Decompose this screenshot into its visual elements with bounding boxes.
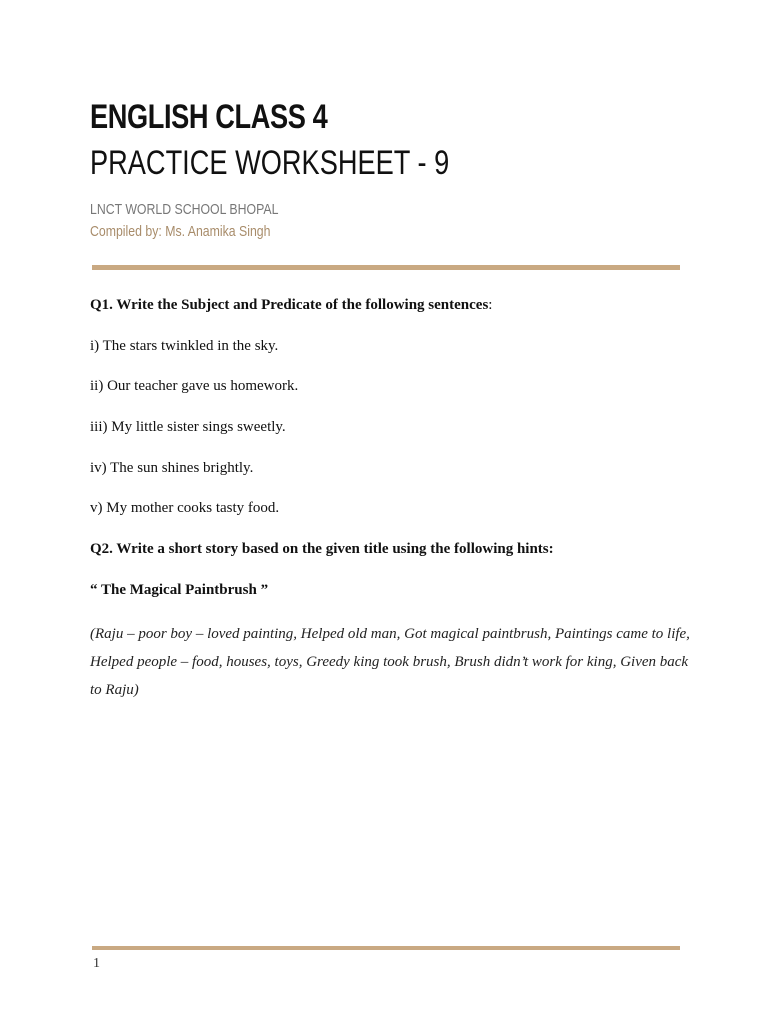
sentence-item-1: i) The stars twinkled in the sky.	[90, 338, 279, 354]
question-1-heading	[90, 295, 492, 315]
sentence-item-5: v) My mother cooks tasty food.	[90, 500, 280, 516]
sentence-item-4: iv) The sun shines brightly.	[90, 460, 254, 476]
compiled-by: Compiled by: Ms. Anamika Singh	[90, 223, 271, 240]
school-name: LNCT WORLD SCHOOL BHOPAL	[90, 201, 279, 218]
question-2-heading: Q2. Write a short story based on the given title using the following hints:	[90, 541, 554, 557]
page-subtitle: PRACTICE WORKSHEET - 9	[90, 144, 450, 182]
page-number: 1	[93, 956, 100, 971]
sentence-item-2: ii) Our teacher gave us homework.	[90, 378, 299, 394]
sentence-item-3: iii) My little sister sings sweetly.	[90, 419, 286, 435]
story-title: “ The Magical Paintbrush ”	[90, 582, 269, 598]
header-divider	[92, 265, 680, 270]
page-title: ENGLISH CLASS 4	[90, 98, 328, 136]
story-hints: (Raju – poor boy – loved painting, Helped old man, Got magical paintbrush, Paintings came to life, Helped people – food, houses, toys, Greedy king took brush, Brush didn’t work for king, Given back to Raju)	[90, 626, 690, 698]
question-1-heading-punct: :	[488, 297, 493, 313]
footer-divider	[92, 946, 680, 950]
question-1-heading-text: Q1. Write the Subject and Predicate of the following sentences	[90, 297, 489, 313]
